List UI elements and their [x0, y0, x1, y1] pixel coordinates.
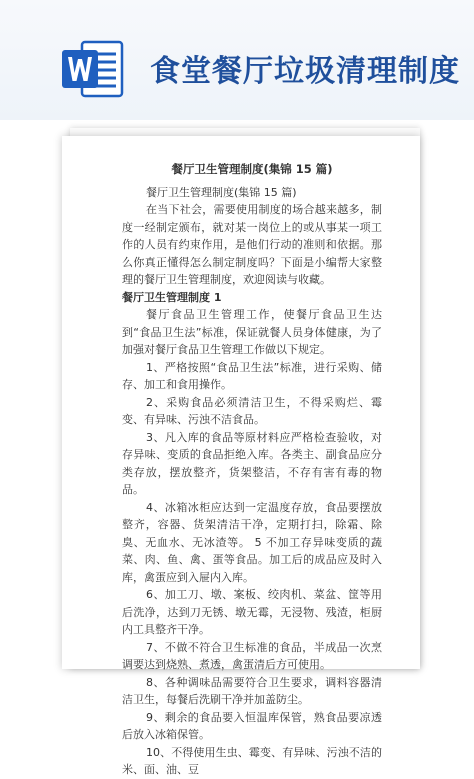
paragraph: 10、不得使用生虫、霉变、有异味、污浊不洁的米、面、油、豆 [122, 745, 382, 776]
paragraph: 1、严格按照“食品卫生法”标准，进行采购、储存、加工和食用操作。 [122, 360, 382, 391]
section-heading: 餐厅卫生管理制度 1 [122, 290, 222, 304]
document-title: 食堂餐厅垃圾清理制度 [150, 54, 460, 89]
document-heading: 餐厅卫生管理制度(集锦 15 篇) [171, 162, 333, 176]
paragraph: 6、加工刀、墩、案板、绞肉机、菜盆、筐等用后洗净，达到刀无锈、墩无霉，无浸物、残渣，柜厨内工具整齐干净。 [122, 588, 382, 636]
paragraph: 餐厅卫生管理制度(集锦 15 篇) [146, 185, 297, 199]
paragraph: 在当下社会，需要使用制度的场合越来越多，制度一经制定颁布，就对某一岗位上的或从事某一项工作的人员有约束作用，是他们行动的准则和依据。那么你真正懂得怎么制定制度吗？下面是小编帮大家整理的餐厅卫生管理制度，欢迎阅读与收藏。 [122, 203, 382, 286]
document-page [62, 136, 420, 776]
paragraph: 8、各种调味品需要符合卫生要求，调料容器清洁卫生，每餐后洗刷干净并加盖防尘。 [122, 675, 382, 706]
word-document-icon [60, 40, 124, 98]
paragraph: 3、凡入库的食品等原材料应严格检查验收，对存异味、变质的食品拒绝入库。各类主、副食品应分类存放，摆放整齐，货架整洁，不存有害有毒的物品。 [122, 430, 382, 496]
paragraph: 4、冰箱冰柜应达到一定温度存放，食品要摆放整齐，容器、货架清洁干净，定期打扫，除霜、除臭、无血水、无冰渣等。 5 不加工存异味变质的蔬菜、肉、鱼、禽、蛋等食品。加工后的成品应及时入库，禽蛋应到入屉内入库。 [122, 500, 382, 584]
header-banner [0, 0, 474, 120]
paragraph: 2、采购食品必须清洁卫生，不得采购烂、霉变、有异味、污浊不洁食品。 [122, 395, 382, 426]
paragraph: 餐厅食品卫生管理工作，使餐厅食品卫生达到“食品卫生法”标准，保证就餐人员身体健康，为了加强对餐厅食品卫生管理工作做以下规定。 [122, 308, 382, 356]
paragraph: 7、不做不符合卫生标准的食品，半成品一次烹调要达到烧熟、煮透，禽蛋清后方可使用。 [122, 640, 382, 671]
document-content [122, 161, 382, 779]
paragraph: 9、剩余的食品要入恒温库保管，熟食品要凉透后放入冰箱保管。 [122, 710, 382, 741]
